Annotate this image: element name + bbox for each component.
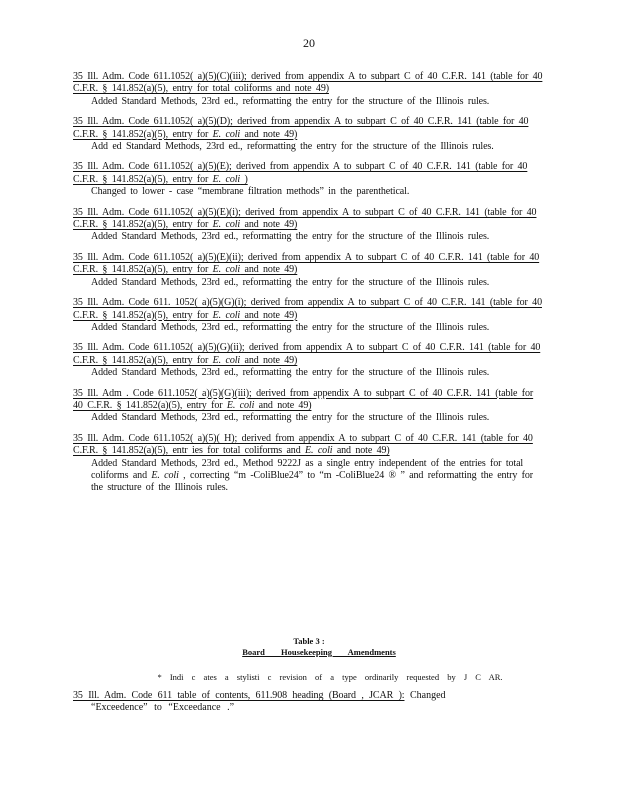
table-title: Board Housekeeping Amendments [242,647,396,657]
list-item [73,207,543,244]
list-item [73,388,543,425]
amendment-description: “Exceedence” to “Exceedance .” [91,702,235,714]
page-number: 20 [303,36,315,50]
amendment-citation: 35 Ill. Adm. Code 611 table of contents, 611.908 heading (Board , JCAR ): [73,690,405,701]
entry-description: Added Standard Methods, 23rd ed., reformatting the entry for the structure of the Illinois rules. [91,95,490,107]
entry-description: Added Standard Methods, 23rd ed., reformatting the entry for the structure of the Illinois rules. [91,412,490,424]
entry-description: Added Standard Methods, 23rd ed., reformatting the entry for the structure of the Illinois rules. [91,321,490,333]
entry-list [73,71,543,503]
entry-citation: 35 Ill. Adm. Code 611.1052( a)(5)(G)(ii); derived from appendix A to subpart C of 40 C.F.R. 141 (table for 40 C.F.R. § 141.852(a)(5), entry for E. coli and note 49) [73,342,541,366]
entry-description: Added Standard Methods, 23rd ed., reformatting the entry for the structure of the Illinois rules. [91,276,490,288]
list-item [73,161,543,198]
list-item [73,297,543,334]
entry-citation: 35 Ill. Adm . Code 611.1052( a)(5)(G)(iii); derived from appendix A to subpart C of 40 C.F.R. 141 (table for 40 C.F.R. § 141.852(a)(5), entry for E. coli and note 49) [73,387,534,411]
entry-citation: 35 Ill. Adm. Code 611.1052( a)(5)(D); derived from appendix A to subpart C of 40 C.F.R. 141 (table for 40 C.F.R. § 141.852(a)(5), entry for E. coli and note 49) [73,116,529,140]
amendment-action: Changed [404,690,446,701]
entry-citation: 35 Ill. Adm. Code 611. 1052( a)(5)(G)(i); derived from appendix A to subpart C of 40 C.F.R. 141 (table for 40 C.F.R. § 141.852(a)(5), entry for E. coli and note 49) [73,297,542,321]
table-footnote: * Indi c ates a stylisti c revision of a type ordinarily requested by J C AR. [157,672,503,682]
entry-citation: 35 Ill. Adm. Code 611.1052( a)(5)(E)(i); derived from appendix A to subpart C of 40 C.F.R. 141 (table for 40 C.F.R. § 141.852(a)(5), entry for E. coli and note 49) [73,206,537,231]
list-item [73,116,543,153]
entry-citation: 35 Ill. Adm. Code 611.1052( a)(5)(E)(ii); derived from appendix A to subpart C of 40 C.F.R. 141 (table for 40 C.F.R. § 141.852(a)(5), entry for E. coli and note 49) [73,251,540,276]
entry-description: Add ed Standard Methods, 23rd ed., reformatting the entry for the structure of the Illinois rules. [91,141,494,153]
list-item [73,252,543,289]
entry-citation: 35 Ill. Adm. Code 611.1052( a)(5)(E); derived from appendix A to subpart C of 40 C.F.R. 141 (table for 40 C.F.R. § 141.852(a)(5), entry for E. coli ) [73,161,528,185]
amendment-entry [73,690,543,715]
table-caption [0,636,618,658]
table-number: Table 3 : [293,636,325,646]
list-item [73,342,543,379]
list-item [73,433,543,495]
entry-description: Added Standard Methods, 23rd ed., Method 9222J as a single entry independent of the entries for total coliforms and E. coli , correcting “m -ColiBlue24” to “m -ColiBlue24 ® ” and reformatting the entry for the structure of the Illinois rules. [91,457,534,494]
entry-description: Changed to lower - case “membrane filtration methods” in the parenthetical. [91,186,410,198]
list-item [73,71,543,108]
entry-description: Added Standard Methods, 23rd ed., reformatting the entry for the structure of the Illinois rules. [91,231,490,243]
entry-citation: 35 Ill. Adm. Code 611.1052( a)(5)( H); derived from appendix A to subpart C of 40 C.F.R. 141 (table for 40 C.F.R. § 141.852(a)(5), entr ies for total coliforms and E. coli and note 49) [73,432,533,457]
entry-citation: 35 Ill. Adm. Code 611.1052( a)(5)(C)(iii); derived from appendix A to subpart C of 40 C.F.R. 141 (table for 40 C.F.R. § 141.852(a)(5), entry for total coliforms and note 49) [73,71,543,95]
entry-description: Added Standard Methods, 23rd ed., reformatting the entry for the structure of the Illinois rules. [91,367,490,379]
